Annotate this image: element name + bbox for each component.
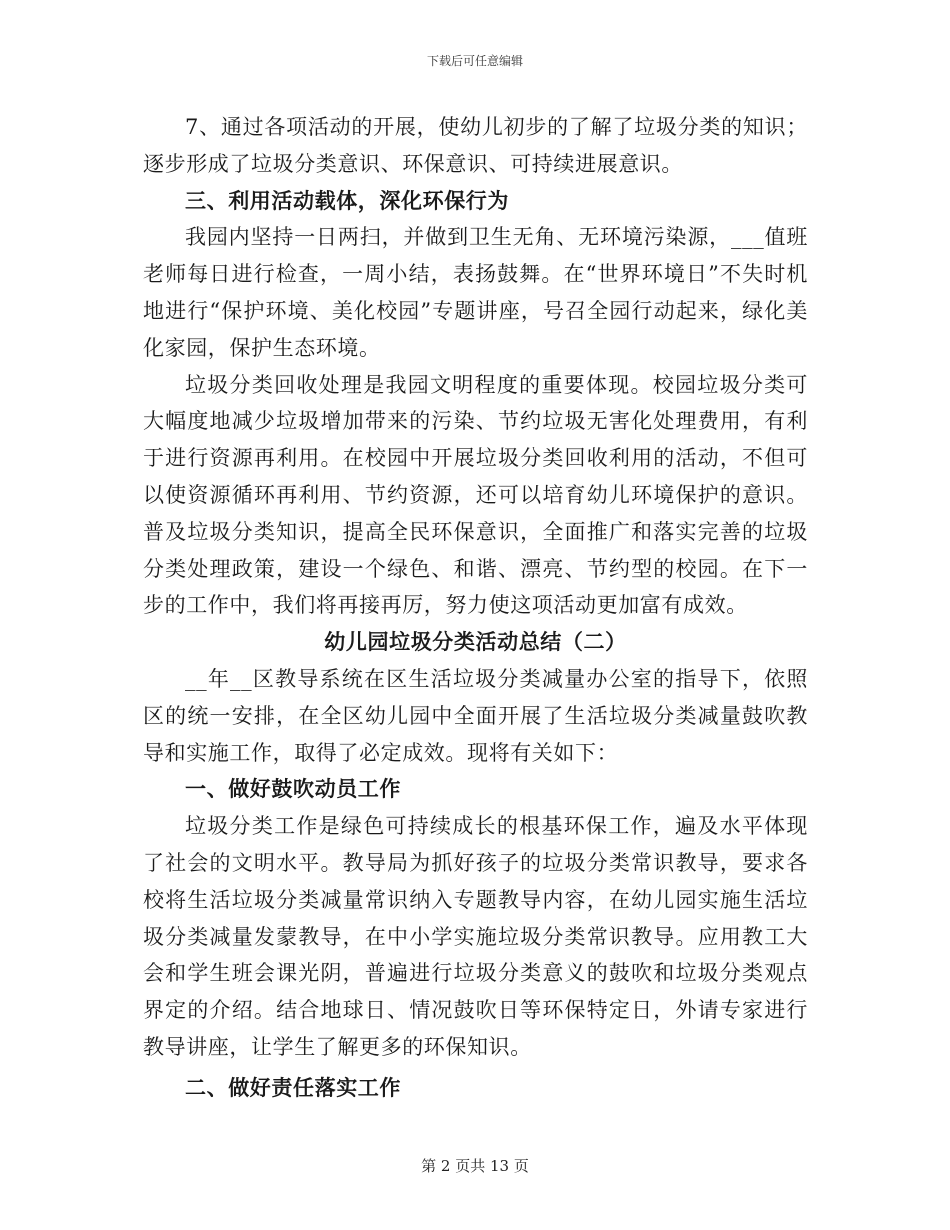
page-footer: 第 2 页共 13 页 [421, 1157, 529, 1175]
section-heading-2: 二、做好责任落实工作 [185, 1074, 401, 1100]
document-subtitle: 幼儿园垃圾分类活动总结（二） [324, 629, 627, 655]
paragraph-item-7: 7、通过各项活动的开展，使幼儿初步的了解了垃圾分类的知识；逐步形成了垃圾分类意识、环保意识、可持续进展意识。 [143, 115, 808, 176]
paragraph-recycling: 垃圾分类回收处理是我园文明程度的重要体现。校园垃圾分类可大幅度地减少垃圾增加带来的污染、节约垃圾无害化处理费用，有利于进行资源再利用。在校园中开展垃圾分类回收利用的活动，不但可以使资源循环再利用、节约资源，还可以培育幼儿环境保护的意识。普及垃圾分类知识，提高全民环保意识，全面推广和落实完善的垃圾分类处理政策，建设一个绿色、和谐、漂亮、节约型的校园。在下一步的工作中，我们将再接再厉，努力使这项活动更加富有成效。 [143, 372, 808, 618]
section-heading-1: 一、做好鼓吹动员工作 [185, 776, 401, 802]
page-header: 下载后可任意编辑 [426, 54, 523, 68]
paragraph-cleaning: 我园内坚持一日两扫，并做到卫生无角、无环境污染源，___值班老师每日进行检查，一周小结，表扬鼓舞。在“世界环境日”不失时机地进行“保护环境、美化校园”专题讲座，号召全园行动起来，绿化美化家园，保护生态环境。 [143, 225, 808, 360]
section-heading-3: 三、利用活动载体，深化环保行为 [185, 187, 509, 213]
paragraph-promotion: 垃圾分类工作是绿色可持续成长的根基环保工作，遍及水平体现了社会的文明水平。教导局为抓好孩子的垃圾分类常识教导，要求各校将生活垃圾分类减量常识纳入专题教导内容，在幼儿园实施生活垃圾分类减量发蒙教导，在中小学实施垃圾分类常识教导。应用教工大会和学生班会课光阴，普遍进行垃圾分类意义的鼓吹和垃圾分类观点界定的介绍。结合地球日、情况鼓吹日等环保特定日，外请专家进行教导讲座，让学生了解更多的环保知识。 [143, 814, 808, 1059]
paragraph-intro: __年__区教导系统在区生活垃圾分类减量办公室的指导下，依照区的统一安排，在全区幼儿园中全面开展了生活垃圾分类减量鼓吹教导和实施工作，取得了必定成效。现将有关如下： [143, 666, 808, 765]
document-body [143, 109, 808, 1107]
